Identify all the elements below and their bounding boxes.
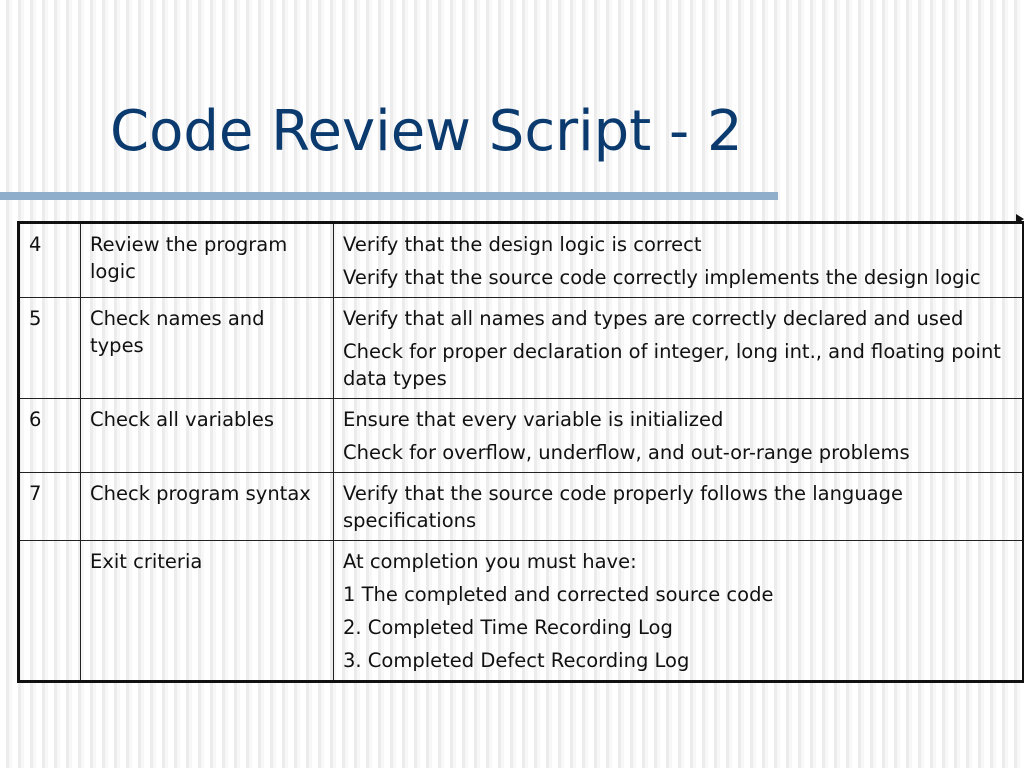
detail-line: Check for overflow, underflow, and out-or-range problems (343, 441, 910, 464)
detail-line: Ensure that every variable is initialized (343, 408, 724, 431)
detail-line: Verify that all names and types are correctly declared and used (343, 307, 964, 330)
table-row (19, 399, 1024, 473)
review-script-table-container (17, 221, 1022, 683)
step-details-cell (334, 399, 1024, 473)
step-name-cell: Check all variables (81, 399, 334, 473)
detail-line: 2. Completed Time Recording Log (343, 616, 673, 639)
step-number-cell: 6 (19, 399, 81, 473)
title-underline-bar (0, 192, 778, 200)
step-number-cell (19, 541, 81, 682)
table-row (19, 473, 1024, 541)
step-details-cell (334, 473, 1024, 541)
step-name-cell: Check program syntax (81, 473, 334, 541)
step-name-cell: Check names and types (81, 298, 334, 399)
detail-line: At completion you must have: (343, 550, 637, 573)
detail-line: Verify that the source code correctly implements the design logic (343, 266, 981, 289)
table-row (19, 223, 1024, 298)
detail-line: Check for proper declaration of integer, long int., and floating point data types (343, 340, 1001, 390)
step-details-cell (334, 223, 1024, 298)
review-script-table (17, 221, 1024, 683)
step-name-cell: Review the program logic (81, 223, 334, 298)
table-row (19, 541, 1024, 682)
detail-line: 1 The completed and corrected source code (343, 583, 774, 606)
step-number-cell: 7 (19, 473, 81, 541)
detail-line: Verify that the design logic is correct (343, 233, 702, 256)
table-row (19, 298, 1024, 399)
step-details-cell (334, 541, 1024, 682)
step-number-cell: 4 (19, 223, 81, 298)
detail-line: Verify that the source code properly follows the language specifications (343, 482, 903, 532)
step-name-cell: Exit criteria (81, 541, 334, 682)
step-number-cell: 5 (19, 298, 81, 399)
slide-title: Code Review Script - 2 (110, 99, 743, 164)
step-details-cell (334, 298, 1024, 399)
detail-line: 3. Completed Defect Recording Log (343, 649, 690, 672)
